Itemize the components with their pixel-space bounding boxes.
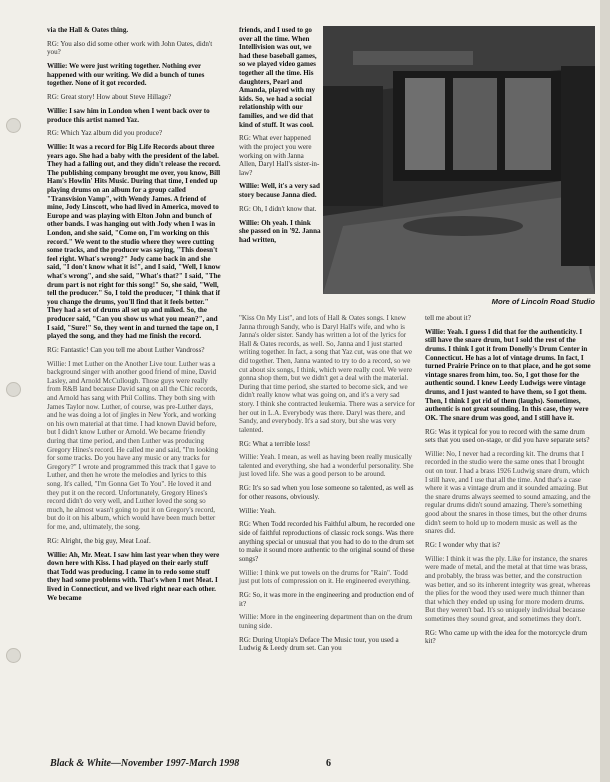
paragraph: Willie: Yeah. I mean, as well as having been really musically talented and everything, she had a wonderful personality. She just loved life. She was a good person to be around. xyxy=(239,453,414,479)
binder-margin xyxy=(0,0,28,782)
paragraph: RG: So, it was more in the engineering and production end of it? xyxy=(239,590,414,608)
column-right xyxy=(425,314,593,651)
paragraph: RG: Fantastic! Can you tell me about Luther Vandross? xyxy=(47,345,205,354)
paragraph: Willie: More in the engineering department than on the drum tuning side. xyxy=(239,613,413,630)
studio-photo xyxy=(323,26,595,294)
studio-photo-image xyxy=(323,26,595,294)
column-left xyxy=(47,26,221,607)
paragraph: Willie: It was a record for Big Life Records about three years ago. She had a baby with the president of the label. They had a falling out, and they didn't release the record. The publishing company brought me over, you know, Bill Ham's Howlin' Hits Music. During that time, I ended up playing drums on an album for a group called "Transvision Vamp", with Wendy James. A friend of mine, Jody Linscott, who had lived in America, moved to Europe and was playing with Elton John and bunch of other bands. I was hanging out with Jody when I was in London, and she said, "Come on, I'm working on this record." We went to the studio where they were cutting some tracks, and the producer was saying, "This doesn't feel right. What's wrong?" Jody came back in and she said, "I don't know what it is!", and I said, "Well, I know what's wrong", and she said, "What's that?" I said, "The drum part is not right for this song!" So, she said, "Well, tell the producer." So, I told the producer, "I think that if you change the drums, you'll find that it feels better." They had a set of drums all set up and miked. So, the producer said, "Can you show us what you mean?", and I said, "Sure!" So, they went in and turned the tape on, I played the song, and they had me finish the record. xyxy=(47,143,221,341)
paragraph: Willie: I think we put towels on the drums for "Rain". Todd just put lots of compression on it. He engineered everything. xyxy=(239,568,411,586)
paragraph: RG: Great story! How about Steve Hillage? xyxy=(47,93,172,102)
paragraph: via the Hall & Oates thing. xyxy=(47,26,129,34)
paragraph: RG: Who came up with the idea for the motorcycle drum kit? xyxy=(425,628,588,646)
page-number: 6 xyxy=(326,758,331,769)
binder-hole xyxy=(6,118,21,133)
footer-title: Black & White—November 1997-March 1998 xyxy=(50,758,240,769)
binder-hole xyxy=(6,648,21,663)
paragraph: Willie: I met Luther on the Another Live tour. Luther was a background singer with another good friend of mine, David Lasley, and Arnold McCullough. Those guys were really from R&B land because David sang on all the Chic records, and Arnold has sang with Phil Collins. They both sing with James Taylor now. Luther, of course, was pre-Luther days, and he was doing a lot of jingles in New York, and working on his own material at that time. I had known David before, but I didn't know Luther or Arnold. We became friendly during that time period, and then Luther was producing Gregory Hines's record. He called me and said, "I'm looking for some tracks. Do you have any music or any tracks for Gregory?" I wrote and programmed this track that I gave to Luther, and then he wrote the melodies and lyrics to this song. It's called, "I'm Gonna Get To You". He loved it and they put it on the record. Unfortunately, Gregory Hines's record didn't do very well, and Luther loved the song so much, he almost wasn't going to put it on Gregory's record, but do it on his album, which would have been much better for me, and, ultimately, the song. xyxy=(47,359,219,531)
paragraph: RG: I wonder why that is? xyxy=(425,541,501,549)
binder-hole xyxy=(6,382,21,397)
paragraph: Willie: Oh yeah. I think she passed on in '92. Janna had written, xyxy=(239,218,321,244)
paragraph: Willie: No, I never had a recording kit. The drums that I recorded in the studio were the same ones that I brought out on tour. I had a brass 1926 Ludwig snare drum, which I still have, and I use that all the time. And that's a case where it was a vintage drum and it sounded amazing. But the snare drums always seemed to sound amazing, and the regular drums didn't sound amazing. There's something good about the snares in those times, but the other drums didn't seem to hold up to modern music as well as the snares did. xyxy=(425,449,591,536)
page-edge xyxy=(600,0,610,782)
paragraph: RG: What a terrible loss! xyxy=(239,439,311,448)
paragraph: tell me about it? xyxy=(425,314,471,322)
paragraph: RG: What ever happened with the project you were working on with Janna Allen, Daryl Hall's sister-in-law? xyxy=(239,134,320,177)
paragraph: RG: During Utopia's Deface The Music tour, you used a Ludwig & Leedy drum set. Can you xyxy=(239,635,399,653)
column-middle xyxy=(239,314,415,658)
paragraph: Willie: I saw him in London when I went back over to produce this artist named Yaz. xyxy=(47,106,210,124)
paragraph: "Kiss On My List", and lots of Hall & Oates songs. I knew Janna through Sandy, who is Daryl Hall's wife, and who is Janna's older sister. Sandy has written a lot of the lyrics for Hall & Oates records, as well. So, Janna and I just started writing together. In fact, a song that Yaz cut, was one that we did together. Then, Janna wanted to try to do a record, so we cut about six songs, I think, which were really cool. We were gonna shop them, but we didn't get a deal with the material. During that time period, she started to become sick, and we didn't really know what was going on, and it's a very sad story. I think she contracted leukemia. There was a service for her out in L.A. Everybody was there. Daryl was there, and Sandy, and everybody. It's a sad story, but she was very talented. xyxy=(239,314,415,434)
paragraph: Willie: We were just writing together. Nothing ever happened with our writing. We did a bunch of tunes together. None of it got recorded. xyxy=(47,62,205,88)
paragraph: Willie: Well, it's a very sad story because Janna died. xyxy=(239,182,320,200)
paragraph: Willie: Ah, Mr. Meat. I saw him last year when they were down here with Kiss. I had played on their early stuff that Todd was producing. I came in to redo some stuff they had some problems with. That's when I met Meat. I lived in Connecticut, and we lived right near each other. We became xyxy=(47,550,220,602)
paragraph: RG: Which Yaz album did you produce? xyxy=(47,129,163,138)
paragraph: RG: Alright, the big guy, Meat Loaf. xyxy=(47,536,151,545)
paragraph: RG: You also did some other work with John Oates, didn't you? xyxy=(47,39,213,57)
photo-caption: More of Lincoln Road Studio xyxy=(491,297,595,306)
paragraph: Willie: I think it was the ply. Like for instance, the snares were made of metal, and the metal at that time was brass, and probably, the brass was better, and the construction was better, and so its inherent integrity was great, whereas the plies for the wood they used were much thinner than that which they ended up using for more modern drums. But they weren't bad. It's so uniquely individual because sometimes they sound great, and sometimes they don't. xyxy=(425,554,591,623)
paragraph: RG: Was it typical for you to record with the same drum sets that you used on-stage, or did you have separate sets? xyxy=(425,427,590,445)
column-middle-top xyxy=(239,26,321,250)
paragraph: RG: Oh, I didn't know that. xyxy=(239,204,317,213)
paragraph: Willie: Yeah. I guess I did that for the authenticity. I still have the snare drum, but I sold the rest of the drums. I think I got it from Donelly's Drum Center in Connecticut. He has a lot of vintage drums. In fact, I turned Prairie Prince on to that place, and he got some vintage snares from him, too. So, I got those for the authentic sound. I knew Leedy Ludwigs were vintage drums, and I just wanted to have them, so I got them. Then, I think I got rid of them (laughs). Sometimes, authentic is not great sounding. In this case, they were OK. The snare drum was good, and I still have it. xyxy=(425,327,591,422)
paragraph: RG: When Todd recorded his Faithful album, he recorded one side of faithful reproductions of classic rock songs. Was there anything special or unusual that you had to do to the drum set to make it sound more authentic to the original sound of these songs? xyxy=(239,520,415,563)
paragraph: RG: It's so sad when you lose someone so talented, as well as for other reasons, obviously. xyxy=(239,484,414,501)
paragraph: Willie: Yeah. xyxy=(239,506,276,515)
paragraph: friends, and I used to go over all the time. When Intellivision was out, we had these baseball games, so we played video games together all the time. His daughters, Pearl and Amanda, played with my kids. So, we had a social relationship with our families, and we did that kind of stuff. It was cool. xyxy=(239,26,317,129)
